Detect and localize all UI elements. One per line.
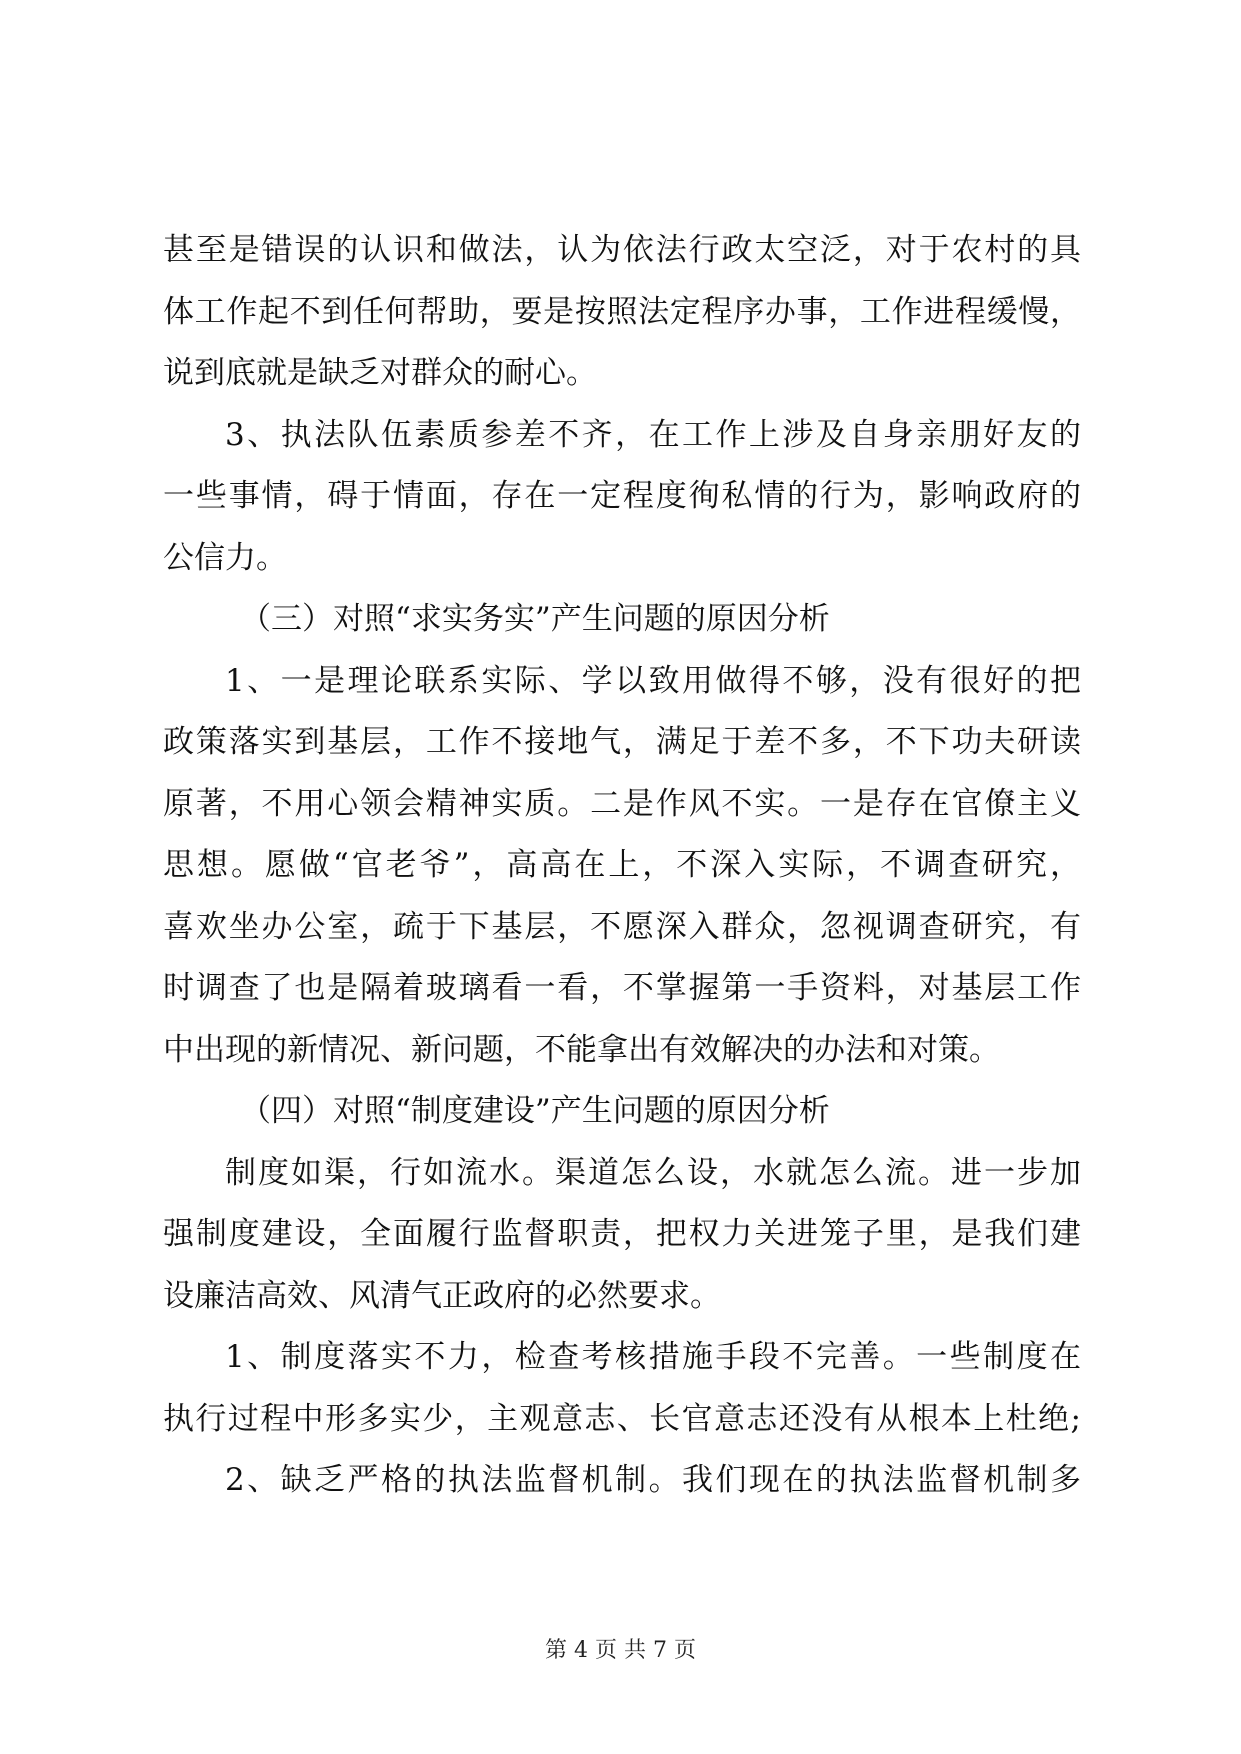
text-line: 制度如渠，行如流水。渠道怎么设，水就怎么流。进一步加 [225,1154,1081,1191]
text-line: 公信力。 [163,539,287,576]
page-number-footer: 第 4 页 共 7 页 [545,1638,696,1663]
section-heading: （三）对照“求实务实”产生问题的原因分析 [240,601,830,637]
text-line: 执行过程中形多实少，主观意志、长官意志还没有从根本上杜绝; [163,1400,1081,1437]
text-line: 3、执法队伍素质参差不齐，在工作上涉及自身亲朋好友的 [225,416,1081,453]
text-line: 原著，不用心领会精神实质。二是作风不实。一是存在官僚主义 [163,785,1081,822]
text-line: 设廉洁高效、风清气正政府的必然要求。 [163,1277,721,1314]
text-line: 说到底就是缺乏对群众的耐心。 [163,355,597,391]
section-heading: （四）对照“制度建设”产生问题的原因分析 [240,1093,830,1129]
text-line: 甚至是错误的认识和做法，认为依法行政太空泛，对于农村的具 [163,232,1081,268]
text-line: 思想。愿做“官老爷”，高高在上，不深入实际，不调查研究， [163,847,1081,883]
text-line: 1、制度落实不力，检查考核措施手段不完善。一些制度在 [225,1339,1081,1375]
text-line: 体工作起不到任何帮助，要是按照法定程序办事，工作进程缓慢， [163,293,1081,330]
text-line: 喜欢坐办公室，疏于下基层，不愿深入群众，忽视调查研究，有 [163,908,1081,945]
text-line: 一些事情，碍于情面，存在一定程度徇私情的行为，影响政府的 [163,478,1081,514]
text-line: 中出现的新情况、新问题，不能拿出有效解决的办法和对策。 [163,1031,1000,1068]
text-line: 政策落实到基层，工作不接地气，满足于差不多，不下功夫研读 [163,724,1081,760]
text-line: 1、一是理论联系实际、学以致用做得不够，没有很好的把 [225,662,1081,699]
document-body [163,220,1081,1512]
text-line: 强制度建设，全面履行监督职责，把权力关进笼子里，是我们建 [163,1216,1081,1252]
text-line: 时调查了也是隔着玻璃看一看，不掌握第一手资料，对基层工作 [163,970,1081,1006]
text-line: 2、缺乏严格的执法监督机制。我们现在的执法监督机制多 [225,1462,1081,1498]
